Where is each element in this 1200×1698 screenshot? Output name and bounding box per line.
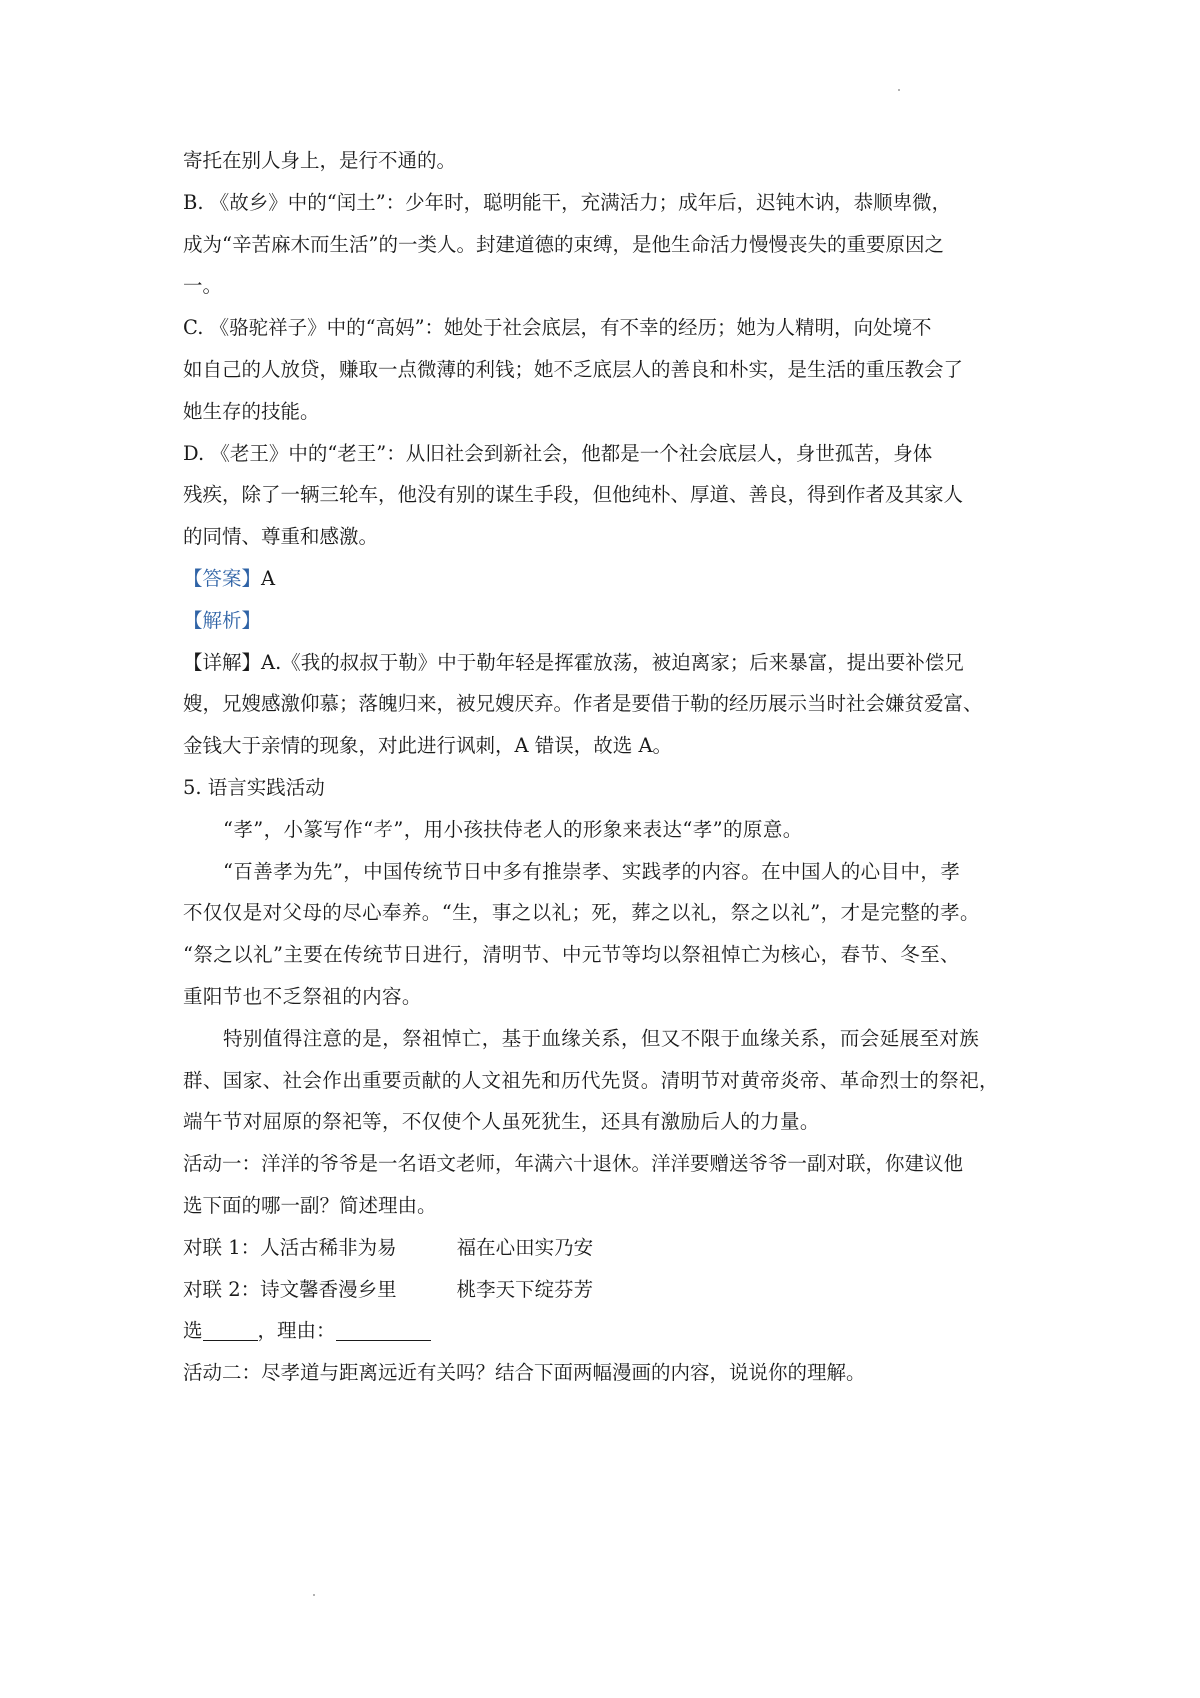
option-d-line: D. 《老王》中的“老王”：从旧社会到新社会，他都是一个社会底层人，身世孤苦，身体 (183, 441, 933, 465)
choose-label: 选 (183, 1319, 203, 1343)
couplet-upper: 人活古稀非为易 (260, 1235, 397, 1259)
analysis-line (183, 600, 1033, 642)
detail-line (183, 642, 1033, 684)
question-title: 5. 语言实践活动 (183, 775, 325, 799)
material-line: 端午节对屈原的祭祀等，不仅使个人虽死犹生，还具有激励后人的力量。 (183, 1110, 820, 1134)
activity-two: 活动二：尽孝道与距离远近有关吗？结合下面两幅漫画的内容，说说你的理解。 (183, 1361, 866, 1385)
detail-tag: 【详解】 (183, 650, 262, 674)
material-line: “祭之以礼”主要在传统节日进行，清明节、中元节等均以祭祖悼亡为核心，春节、冬至、 (183, 943, 960, 967)
material-line: 重阳节也不乏祭祖的内容。 (183, 984, 422, 1008)
activity-one: 活动一：洋洋的爷爷是一名语文老师，年满六十退休。洋洋要赠送爷爷一副对联，你建议他 (183, 1152, 964, 1176)
option-c-line: C. 《骆驼祥子》中的“高妈”：她处于社会底层，有不幸的经历；她为人精明，向处境不 (183, 316, 932, 340)
scan-speck (898, 89, 900, 91)
couplet-lower: 桃李天下绽芬芳 (456, 1277, 594, 1301)
option-b-line: 一。 (183, 274, 223, 298)
choice-blank[interactable] (203, 1318, 258, 1341)
answer-tag: 【答案】 (183, 566, 262, 590)
couplet-label: 对联 2： (183, 1277, 261, 1301)
scan-speck (313, 1594, 315, 1596)
couplet-lower: 福在心田实乃安 (456, 1235, 594, 1259)
reason-label: ，理由： (257, 1319, 336, 1343)
couplet-upper: 诗文馨香漫乡里 (260, 1277, 397, 1301)
answer-value: A (261, 566, 276, 590)
option-b-line: 成为“辛苦麻木而生活”的一类人。封建道德的束缚，是他生命活力慢慢丧失的重要原因之 (183, 232, 944, 256)
couplet-2 (183, 1269, 1033, 1311)
couplet-1 (183, 1227, 1033, 1269)
option-c-line: 她生存的技能。 (183, 399, 320, 423)
answer-line (183, 558, 1033, 600)
detail-line: 金钱大于亲情的现象，对此进行讽刺，A 错误，故选 A。 (183, 734, 673, 758)
material-line: 不仅仅是对父母的尽心奉养。“生，事之以礼；死，葬之以礼，祭之以礼”，才是完整的孝。 (183, 901, 980, 925)
fill-in-line (183, 1310, 1033, 1352)
detail-line: 嫂，兄嫂感激仰慕；落魄归来，被兄嫂厌弃。作者是要借于勒的经历展示当时社会嫌贫爱富、 (183, 692, 983, 716)
material-paragraph: “百善孝为先”，中国传统节日中多有推崇孝、实践孝的内容。在中国人的心目中，孝 (223, 859, 961, 883)
page-content (183, 140, 1033, 1394)
material-paragraph: 特别值得注意的是，祭祖悼亡，基于血缘关系，但又不限于血缘关系，而会延展至对族 (223, 1026, 980, 1050)
option-d-line: 残疾，除了一辆三轮车，他没有别的谋生手段，但他纯朴、厚道、善良，得到作者及其家人 (183, 483, 964, 507)
option-a-tail: 寄托在别人身上，是行不通的。 (183, 149, 457, 172)
analysis-tag: 【解析】 (183, 608, 262, 632)
activity-one: 选下面的哪一副？简述理由。 (183, 1193, 437, 1217)
option-c-line: 如自己的人放贷，赚取一点微薄的利钱；她不乏底层人的善良和朴实，是生活的重压教会了 (183, 357, 964, 381)
reason-blank[interactable] (336, 1318, 431, 1341)
detail-text: A.《我的叔叔于勒》中于勒年轻是挥霍放荡，被迫离家；后来暴富，提出要补偿兄 (261, 650, 964, 674)
material-paragraph: “孝”，小篆写作“𦒱”，用小孩扶侍老人的形象来表达“孝”的原意。 (223, 817, 803, 841)
couplet-label: 对联 1： (183, 1235, 261, 1259)
material-line: 群、国家、社会作出重要贡献的人文祖先和历代先贤。清明节对黄帝炎帝、革命烈士的祭祀， (183, 1068, 999, 1092)
option-d-line: 的同情、尊重和感激。 (183, 525, 379, 549)
option-b-line: B. 《故乡》中的“闰土”：少年时，聪明能干，充满活力；成年后，迟钝木讷，恭顺卑微， (183, 190, 952, 214)
